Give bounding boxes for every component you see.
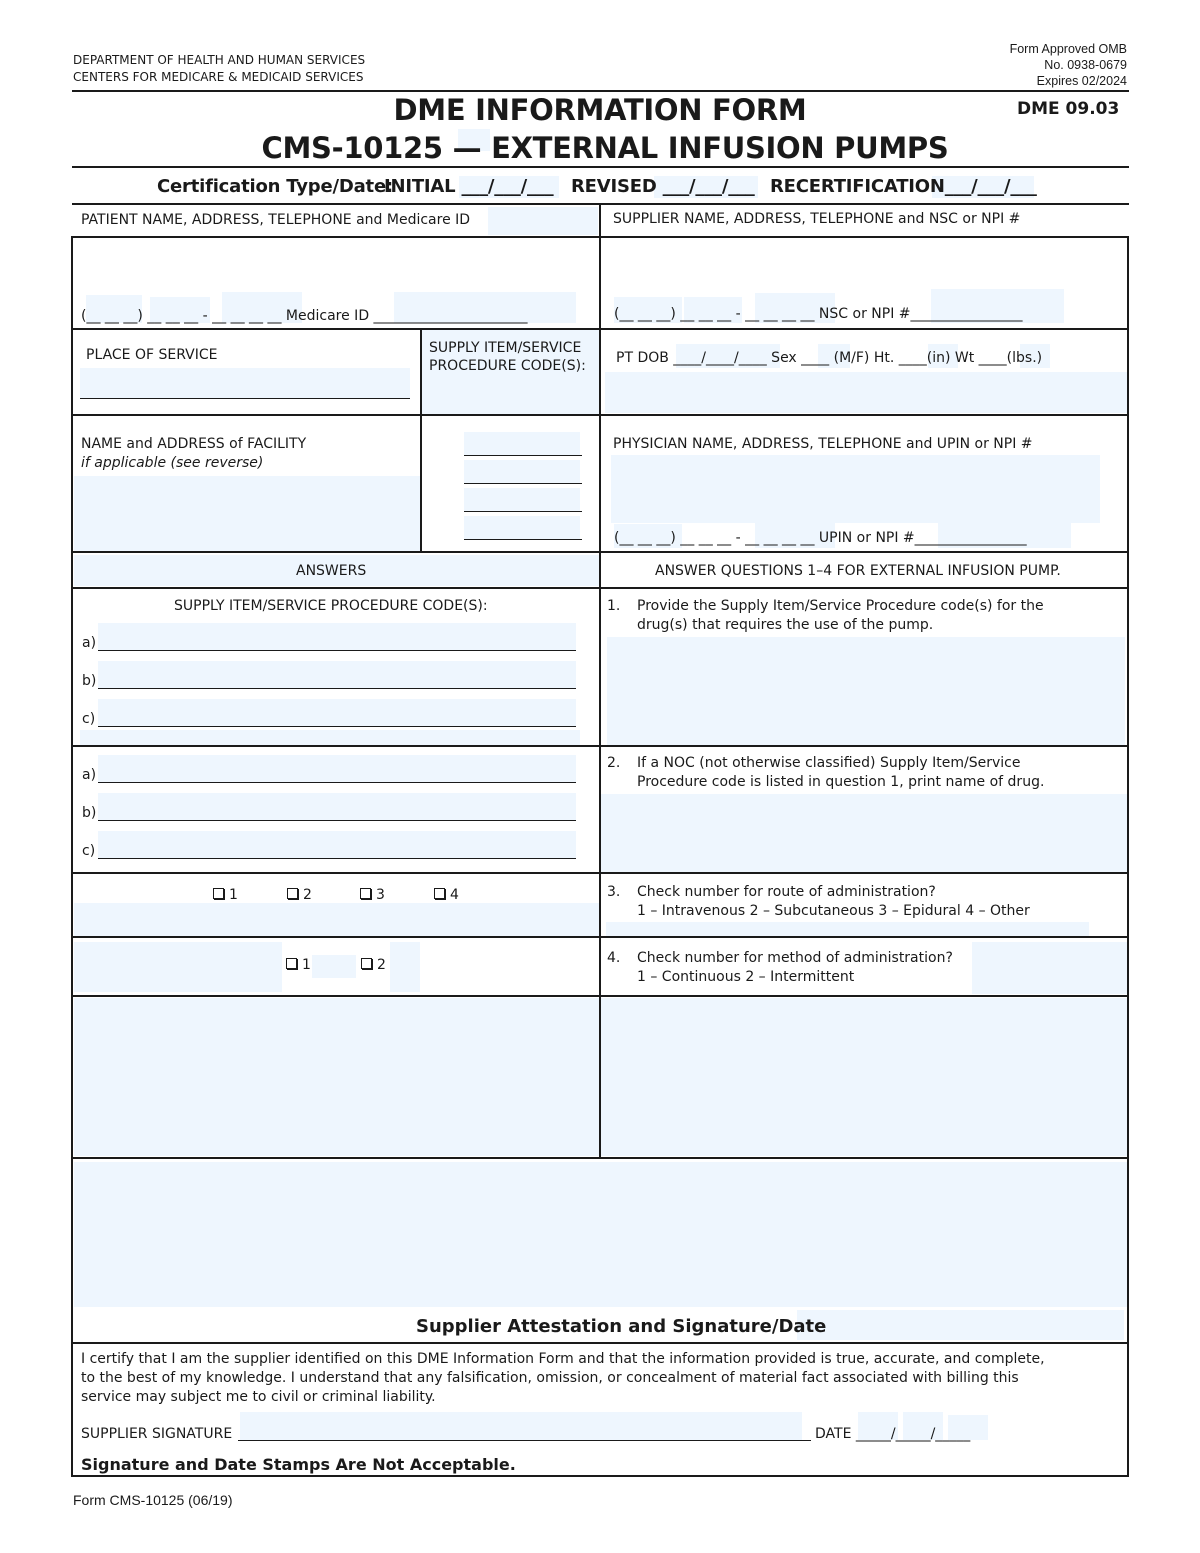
question-4-line-1: Check number for method of administration? xyxy=(637,950,953,966)
q2-answer-a-label: a) xyxy=(82,767,97,783)
form-number-footer: Form CMS-10125 (06/19) xyxy=(73,1492,233,1508)
question-1-number: 1. xyxy=(607,598,621,614)
fill-facility[interactable] xyxy=(74,476,420,551)
q3-option-2[interactable] xyxy=(287,887,312,904)
fill-q1-answer-area[interactable] xyxy=(607,637,1125,745)
q3-option-1-label: 1 xyxy=(229,887,238,903)
fill-code-line-1[interactable] xyxy=(464,432,580,456)
facility-sublabel: if applicable (see reverse) xyxy=(81,455,264,471)
cert-divider xyxy=(72,203,1129,205)
supplier-phone-npi-line[interactable]: (__ __ __) __ __ __ - __ __ __ __ NSC or NPI #________________ xyxy=(614,306,1023,322)
grid-line-patient-top xyxy=(71,236,1129,238)
fill-place-of-service[interactable] xyxy=(80,368,410,398)
place-of-service-underline xyxy=(80,398,410,399)
q4-option-2-label: 2 xyxy=(377,957,386,973)
fill-patient-medicare-label[interactable] xyxy=(488,207,598,235)
attestation-text-line-3: service may subject me to civil or criminal liability. xyxy=(81,1389,436,1405)
q2-answer-a-line[interactable] xyxy=(98,782,576,783)
fill-pt-info-row[interactable] xyxy=(605,372,1127,413)
question-1-line-2: drug(s) that requires the use of the pump. xyxy=(637,617,934,633)
questions-header: ANSWER QUESTIONS 1–4 FOR EXTERNAL INFUSION PUMP. xyxy=(655,563,1061,579)
grid-left-border xyxy=(71,236,73,1476)
q3-option-4-label: 4 xyxy=(450,887,459,903)
fill-q4-opt2[interactable] xyxy=(390,942,420,992)
form-title: DME INFORMATION FORM xyxy=(393,93,807,127)
q1-answer-b-label: b) xyxy=(82,673,97,689)
certification-type-label: Certification Type/Date: xyxy=(157,176,393,197)
grid-vertical-codes xyxy=(420,329,422,553)
supplier-signature-label: SUPPLIER SIGNATURE xyxy=(81,1426,233,1442)
facility-label: NAME and ADDRESS of FACILITY xyxy=(81,436,307,452)
q3-option-1[interactable] xyxy=(213,887,238,904)
grid-line-attest xyxy=(71,1342,1129,1344)
title-divider xyxy=(72,166,1129,168)
supply-codes-label-line-2: PROCEDURE CODE(S): xyxy=(429,358,586,374)
grid-vertical-top xyxy=(599,205,601,552)
fill-q1-a[interactable] xyxy=(98,623,576,651)
supply-codes-label-line-1: SUPPLY ITEM/SERVICE xyxy=(429,340,582,356)
question-2-number: 2. xyxy=(607,755,621,771)
q2-answer-b-line[interactable] xyxy=(98,820,576,821)
grid-line-row2 xyxy=(71,328,1129,330)
code-underline-3 xyxy=(464,511,582,512)
fill-q2-answer-area[interactable] xyxy=(601,794,1127,872)
question-3-number: 3. xyxy=(607,884,621,900)
grid-bottom-border xyxy=(71,1475,1129,1477)
department-line-1: DEPARTMENT OF HEALTH AND HUMAN SERVICES xyxy=(73,53,366,67)
code-underline-4 xyxy=(464,539,582,540)
q1-answer-c-label: c) xyxy=(82,711,96,727)
q4-option-2[interactable] xyxy=(361,957,386,974)
fill-blank-wide[interactable] xyxy=(74,1162,1127,1307)
certification-initial[interactable]: INITIAL ___/___/___ xyxy=(384,176,554,197)
fill-q3-strip[interactable] xyxy=(606,922,1089,936)
q2-answer-c-label: c) xyxy=(82,843,96,859)
grid-line-row3 xyxy=(71,414,1129,416)
fill-code-line-3[interactable] xyxy=(464,488,580,512)
physician-section-label: PHYSICIAN NAME, ADDRESS, TELEPHONE and UPIN or NPI # xyxy=(613,436,1033,452)
fill-q2-b[interactable] xyxy=(98,793,576,821)
q4-option-1[interactable] xyxy=(286,957,311,974)
checkbox-icon[interactable] xyxy=(286,958,297,969)
q3-option-4[interactable] xyxy=(434,887,459,904)
department-line-2: CENTERS FOR MEDICARE & MEDICAID SERVICES xyxy=(73,70,364,84)
fill-q1-b[interactable] xyxy=(98,661,576,689)
code-underline-1 xyxy=(464,455,582,456)
fill-code-line-2[interactable] xyxy=(464,460,580,484)
grid-line-q4-top xyxy=(71,936,1129,938)
physician-phone-npi-line[interactable]: (__ __ __) __ __ __ - __ __ __ __ UPIN or NPI #________________ xyxy=(614,530,1027,546)
place-of-service-label: PLACE OF SERVICE xyxy=(86,347,218,363)
question-4-number: 4. xyxy=(607,950,621,966)
fill-code-line-4[interactable] xyxy=(464,516,580,540)
form-code: DME 09.03 xyxy=(1017,99,1120,119)
question-3-line-1: Check number for route of administration? xyxy=(637,884,936,900)
q4-option-1-label: 1 xyxy=(302,957,311,973)
question-1-line-1: Provide the Supply Item/Service Procedure code(s) for the xyxy=(637,598,1044,614)
signature-stamp-notice: Signature and Date Stamps Are Not Acceptable. xyxy=(81,1455,516,1474)
q2-answer-c-line[interactable] xyxy=(98,858,576,859)
checkbox-icon[interactable] xyxy=(287,888,298,899)
omb-approval-line-3: Expires 02/2024 xyxy=(1036,74,1127,88)
supplier-signature-line[interactable] xyxy=(238,1440,811,1441)
q1-answer-c-line[interactable] xyxy=(98,726,576,727)
fill-q2-c[interactable] xyxy=(98,831,576,859)
q1-answer-a-label: a) xyxy=(82,635,97,651)
fill-q4-answer[interactable] xyxy=(972,942,1127,994)
fill-blank-right[interactable] xyxy=(601,998,1127,1156)
attestation-text-line-2: to the best of my knowledge. I understand that any falsification, omission, or concealment of material fact associated with billing this xyxy=(81,1370,1019,1386)
patient-phone-medicare-line[interactable]: (__ __ __) __ __ __ - __ __ __ __ Medicare ID ______________________ xyxy=(81,308,528,324)
fill-q1-strip[interactable] xyxy=(80,730,580,745)
signature-date-field[interactable]: DATE _____/_____/_____ xyxy=(815,1426,971,1442)
q1-answer-b-line[interactable] xyxy=(98,688,576,689)
fill-signature[interactable] xyxy=(240,1412,802,1440)
fill-blank-left[interactable] xyxy=(74,998,599,1156)
answer-codes-label: SUPPLY ITEM/SERVICE PROCEDURE CODE(S): xyxy=(174,598,488,614)
attestation-text-line-1: I certify that I am the supplier identified on this DME Information Form and that the information provided is true, accurate, and complete, xyxy=(81,1351,1045,1367)
grid-line-blank-top xyxy=(71,995,1129,997)
fill-physician[interactable] xyxy=(611,455,1100,523)
q2-answer-b-label: b) xyxy=(82,805,97,821)
fill-q2-a[interactable] xyxy=(98,755,576,783)
attestation-title: Supplier Attestation and Signature/Date xyxy=(416,1316,827,1337)
question-3-line-2: 1 – Intravenous 2 – Subcutaneous 3 – Epidural 4 – Other xyxy=(637,903,1030,919)
question-2-line-2: Procedure code is listed in question 1, print name of drug. xyxy=(637,774,1045,790)
question-4-line-2: 1 – Continuous 2 – Intermittent xyxy=(637,969,855,985)
supplier-section-label: SUPPLIER NAME, ADDRESS, TELEPHONE and NSC or NPI # xyxy=(613,211,1021,227)
checkbox-icon[interactable] xyxy=(360,888,371,899)
omb-approval-line-2: No. 0938-0679 xyxy=(1044,58,1127,72)
q3-option-2-label: 2 xyxy=(303,887,312,903)
header-divider xyxy=(72,90,1129,92)
grid-line-q1-top xyxy=(71,587,1129,589)
grid-vertical-answers xyxy=(599,552,601,1158)
checkbox-icon[interactable] xyxy=(434,888,445,899)
patient-section-label: PATIENT NAME, ADDRESS, TELEPHONE and Medicare ID xyxy=(81,212,471,228)
fill-q3-answer[interactable] xyxy=(74,903,599,936)
fill-attest-title-right[interactable] xyxy=(797,1310,1124,1340)
fill-q4-opt1[interactable] xyxy=(312,955,356,978)
grid-line-q2-top xyxy=(71,745,1129,747)
grid-line-wide-top xyxy=(71,1157,1129,1159)
patient-dob-sex-height-weight[interactable]: PT DOB ____/____/____ Sex ____ (M/F) Ht. ____(in) Wt ____(lbs.) xyxy=(616,350,1043,366)
fill-q1-c[interactable] xyxy=(98,699,576,727)
certification-revised[interactable]: REVISED ___/___/___ xyxy=(571,176,755,197)
omb-approval-line-1: Form Approved OMB xyxy=(1009,42,1127,56)
question-2-line-1: If a NOC (not otherwise classified) Supply Item/Service xyxy=(637,755,1021,771)
grid-line-q3-top xyxy=(71,872,1129,874)
q3-option-3-label: 3 xyxy=(376,887,385,903)
grid-right-border xyxy=(1127,236,1129,1476)
checkbox-icon[interactable] xyxy=(361,958,372,969)
answers-header: ANSWERS xyxy=(296,563,367,579)
checkbox-icon[interactable] xyxy=(213,888,224,899)
fill-q4-left[interactable] xyxy=(74,942,282,992)
certification-recertification[interactable]: RECERTIFICATION___/___/___ xyxy=(770,176,1037,197)
code-underline-2 xyxy=(464,483,582,484)
q1-answer-a-line[interactable] xyxy=(98,650,576,651)
form-subtitle: CMS-10125 — EXTERNAL INFUSION PUMPS xyxy=(261,131,949,165)
q3-option-3[interactable] xyxy=(360,887,385,904)
